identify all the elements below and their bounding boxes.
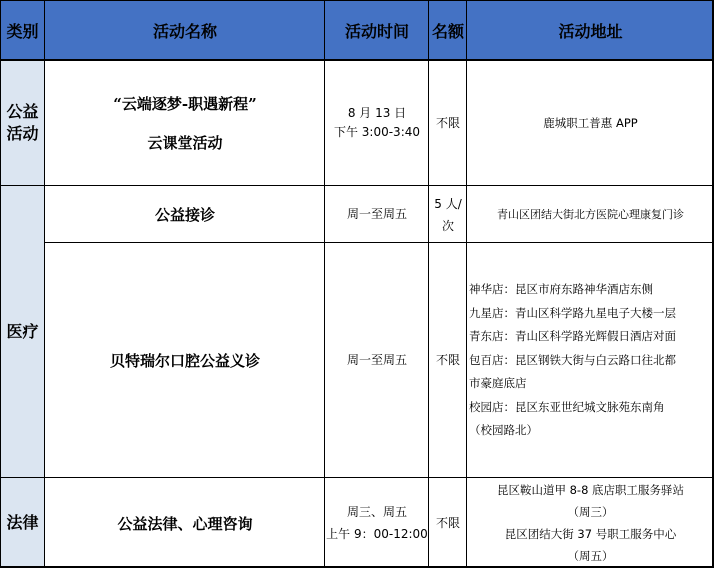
grid-line xyxy=(0,0,714,1)
activity-time-cell xyxy=(325,243,429,478)
grid-line xyxy=(466,0,467,568)
activity-name-cell xyxy=(45,60,325,186)
grid-line xyxy=(0,59,714,61)
activity-address-line: （周三） xyxy=(567,505,614,519)
activity-name-cell xyxy=(45,186,325,243)
header-category: 类别 xyxy=(0,0,45,60)
grid-line xyxy=(428,0,429,568)
activity-address-line: 包百店：昆区钢铁大街与白云路口往北都 xyxy=(469,352,676,367)
grid-line xyxy=(324,0,325,568)
activity-name-line: 公益法律、心理咨询 xyxy=(117,514,253,533)
activity-name-line: 贝特瑞尔口腔公益义诊 xyxy=(109,352,260,370)
activity-time-cell xyxy=(325,478,429,568)
grid-line xyxy=(45,242,714,243)
category-label-line: 法律 xyxy=(6,513,39,532)
activity-name-line: 公益接诊 xyxy=(154,206,215,224)
activity-address-line: 青东店：青山区科学路光辉假日酒店对面 xyxy=(469,329,676,344)
header-activity-address: 活动地址 xyxy=(467,0,714,60)
category-label-line: 活动 xyxy=(6,124,39,143)
quota-line: 次 xyxy=(441,218,454,233)
category-medical xyxy=(0,186,45,478)
activity-address-line: 昆区鞍山道甲 8-8 底店职工服务驿站 xyxy=(496,483,685,497)
header-quota: 名额 xyxy=(429,0,467,60)
category-label-line: 医疗 xyxy=(6,322,39,341)
activity-address-line: 鹿城职工普惠 APP xyxy=(543,116,638,130)
category-public-welfare xyxy=(0,60,45,186)
header-activity-name: 活动名称 xyxy=(45,0,325,60)
activity-address-line: 青山区团结大街北方医院心理康复门诊 xyxy=(497,207,684,221)
activity-time-line: 下午 3:00-3:40 xyxy=(333,125,421,139)
activity-address-cell xyxy=(467,186,714,243)
activity-address-cell xyxy=(467,60,714,186)
activity-time-cell xyxy=(325,186,429,243)
grid-line xyxy=(0,477,714,478)
activity-time-line: 周一至周五 xyxy=(346,353,407,367)
activity-address-cell xyxy=(467,243,714,478)
quota-cell xyxy=(429,186,467,243)
activity-time-cell xyxy=(325,60,429,186)
activity-time-line: 周一至周五 xyxy=(346,207,407,221)
activity-address-line: （校园路北） xyxy=(469,423,538,438)
category-label-line: 公益 xyxy=(6,102,39,121)
category-legal xyxy=(0,478,45,568)
grid-line xyxy=(0,0,1,568)
activity-time-line: 8 月 13 日 xyxy=(347,106,407,120)
activity-name-line: “云端逐梦-职遇新程” xyxy=(113,95,257,113)
quota-cell: 不限 xyxy=(435,515,460,530)
activity-address-line: 神华店：昆区市府东路神华酒店东侧 xyxy=(469,282,653,297)
quota-line: 5 人/ xyxy=(434,196,462,211)
grid-line xyxy=(0,185,714,186)
quota-cell: 不限 xyxy=(435,115,460,130)
activity-time-line: 上午 9：00-12:00 xyxy=(326,527,428,541)
quota-cell: 不限 xyxy=(435,353,460,367)
activity-address-cell xyxy=(467,478,714,568)
activity-name-line: 云课堂活动 xyxy=(147,134,223,152)
header-activity-time: 活动时间 xyxy=(325,0,429,60)
activity-name-cell xyxy=(45,243,325,478)
activity-name-cell xyxy=(45,478,325,568)
activity-address-line: 九星店：青山区科学路九星电子大楼一层 xyxy=(469,305,676,320)
activity-address-line: 校园店：昆区东亚世纪城文脉苑东南角 xyxy=(469,399,665,414)
activity-time-line: 周三、周五 xyxy=(346,505,407,519)
activity-address-line: 昆区团结大街 37 号职工服务中心 xyxy=(504,527,677,541)
activity-address-line: 市豪庭底店 xyxy=(469,376,527,391)
activity-address-line: （周五） xyxy=(567,549,614,563)
grid-line xyxy=(44,0,45,568)
